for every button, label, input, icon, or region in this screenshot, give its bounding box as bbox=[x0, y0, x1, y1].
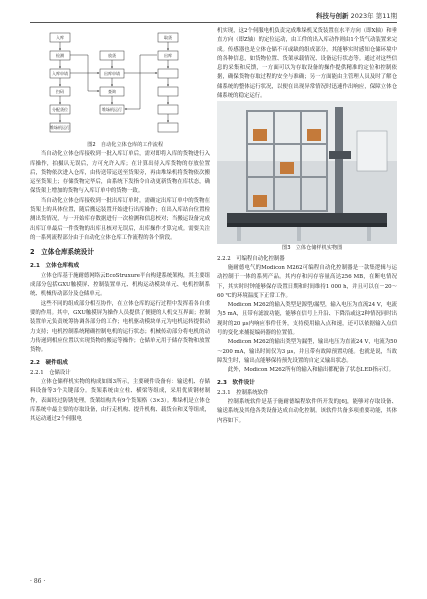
flow-node-label: 放货 bbox=[108, 53, 116, 58]
paragraph: 当自动化立体仓库接收到一批出库订单时，需确定出库订单中的货物在货架上的具体位置，随后搬运装置开始进行出库操作；在出入库站台位置检测出货情况，与一开始库存数据进行一次检测和信息校对；当搬运设备完成出库订单最后一件货物的出库且核对无误后，出库操作才算完成。需要关注的一系列流程部分由于自动化立体仓库工作流程的各个阶段。 bbox=[30, 197, 210, 241]
running-header bbox=[316, 11, 397, 20]
paragraph: 当自动化立体仓库接收到一批入库订单后，需对即将入库的货物进行入库操作，拍摄认无误后，方可允许入库；在计算出待入库货物的存放位置后，货物依次进入仓库，由传送带运送至货架旁，再由堆垛机将货物依次搬运至货架上；存储货物完毕后，由系统下发指令自动更新货物在库状态，确保货架上增加的货物与入库订单中的货物一致。 bbox=[30, 151, 210, 195]
paragraph: 立体仓储样机实物的构成如图3所示，主要硬件设备有：输送机、存储料设备等3个关键部分。货架系统由立柱、横梁等组成，采用优质钢材制作，表面经过防锈处理，货架结构共有9个货架格（3×3）。堆垛机是立体仓库系统中最主要的存取设备，由行走机构、提升机构、载货台和叉等组成，其运动通过2个伺服电 bbox=[30, 379, 210, 423]
flow-node-label: 扫码 bbox=[56, 89, 64, 94]
subsection-heading: 2.3 软件设计 bbox=[217, 379, 255, 386]
paragraph: Modicon M262的输出类型为漏型，输出电压为直流24 V，电流为50～200 mA，输出时间仅为3 μs，并且带有故障预置功能。也就是说，当故障发生时，输出点能够保持预先设置的自定义输出状态。 bbox=[217, 339, 397, 364]
subsubsection-heading: 2.2.2 可编程自动化控制器 bbox=[217, 255, 285, 262]
paragraph: 控制系统软件是基于施耐德编程软件所开发的[6]，能够对存取设备、输送系统及其他各类设备达成自动化控制。该软件共备多项重要功能，其体内容如下。 bbox=[217, 399, 397, 424]
right-column bbox=[217, 27, 397, 426]
figure-3-caption: 图3 立体仓储样机实物图 bbox=[282, 245, 343, 252]
figure-2-caption: 图2 自动化立体仓库的工作流程 bbox=[87, 142, 164, 148]
warehouse-photo-illustration bbox=[217, 101, 397, 244]
flow-node-label: 出库申请 bbox=[104, 71, 120, 76]
left-column bbox=[30, 27, 210, 425]
journal-name: 科技与创新 bbox=[316, 12, 349, 20]
paragraph: 施耐德电气的Modicon M262可编程自动化控制器是一款集逻辑与运动控制于一体的系列产品。其内存和闪存容量高达256 MB，在断电情况下，其实时时钟能够保存设置日期和时间维持1 000 h，并且可以在－20～60 ℃的环境温度下正常工作。 bbox=[217, 264, 397, 299]
flow-node-label: 查询 bbox=[108, 89, 116, 94]
flow-node-label: 取货 bbox=[164, 35, 172, 40]
subsubsection-heading: 2.3.1 控制系统软件 bbox=[217, 389, 269, 396]
paragraph: 立体仓库基于施耐德网络云EcoStruxure平台构建系统架构，其主要组成部分包括GXU触摸屏、控制装置单元、机构运动模块单元、电机控制系统、机械传动部分及仓储单元。 bbox=[30, 272, 210, 298]
flow-node bbox=[158, 69, 178, 78]
page-number: · 86 · bbox=[30, 578, 46, 585]
header-rule bbox=[30, 22, 397, 23]
flow-node-label: 入库 bbox=[56, 35, 64, 40]
subsubsection-heading: 2.2.1 仓储设计 bbox=[30, 369, 71, 376]
flow-node-label: 堆垛机运行 bbox=[50, 125, 70, 130]
flow-node bbox=[158, 87, 178, 96]
flow-node-label: 出库 bbox=[164, 53, 172, 58]
section-heading: 2 立体仓库系统设计 bbox=[30, 248, 94, 257]
flow-node bbox=[158, 123, 178, 132]
flow-node bbox=[158, 105, 178, 114]
flowchart-svg bbox=[30, 27, 210, 141]
figure-3-photo bbox=[217, 101, 397, 244]
subsection-heading: 2.2 硬件组成 bbox=[30, 359, 68, 366]
paragraph: 此外，Modicon M262所有的输入和输出都配备了状态LED指示灯。 bbox=[227, 367, 395, 374]
paragraph: 这些不同的组成部分相互协作，在立体仓库的运行过程中发挥着各自重要的作用。其中，GXU触摸屏为操作人员提供了便捷的人机交互界面；控制装置单元负责统筹协调各部分的工作；电机驱动模块单元为电机运转提供动力支持；电机控制系统精确控制电机的运行状态；机械传动部分将电机的动力传递到相应位置以实现货物的搬运等操作；仓储单元用于储存货物和放置货物。 bbox=[30, 300, 210, 354]
paragraph: Modicon M262的输入类型是源型/漏型，输入电压为直流24 V，电流为5 mA，且带有滤波功能，能够在信号上升沿、下降沿或这2种情况同时出现时的20 μs内响应事件任务，支持使用输入点和速，还可以依据输入点信号的变化来捕捉编码器的位置值。 bbox=[217, 302, 397, 337]
flow-node-label: 检测 bbox=[56, 53, 64, 58]
flow-node-label: 堆垛机运行 bbox=[102, 107, 122, 112]
subsection-heading: 2.1 立体仓库构成 bbox=[30, 262, 80, 269]
paragraph: 机实现，这2个伺服电机负责完成堆垛机叉货装置在水平方向（即X轴）和垂直方向（即Z轴）的定位运动，由工件的出入库动作则由1个货气动装置来完成。传感器也是立体仓储不可或缺的组成部分，其能够实时感知仓储环境中的各种信息，如货物位置、货架承载情况、设备运行状态等。通过对这些信息的采集和反馈，一方面可以为存取设备的操作提供精准的定位和控制依据，确保货物存取过程的安全与准确；另一方面能由主管理人员及时了解仓储系统的整体运行状况，以便在出现异常情况时迅速作出响应，保障立体仓储系统的稳定运行。 bbox=[217, 28, 397, 100]
flow-node-label: 入库申请 bbox=[52, 71, 68, 76]
figure-2-flowchart bbox=[30, 27, 210, 141]
flow-node-label: 分配货位 bbox=[52, 107, 68, 112]
issue-label: 2023年 第11期 bbox=[350, 12, 397, 20]
